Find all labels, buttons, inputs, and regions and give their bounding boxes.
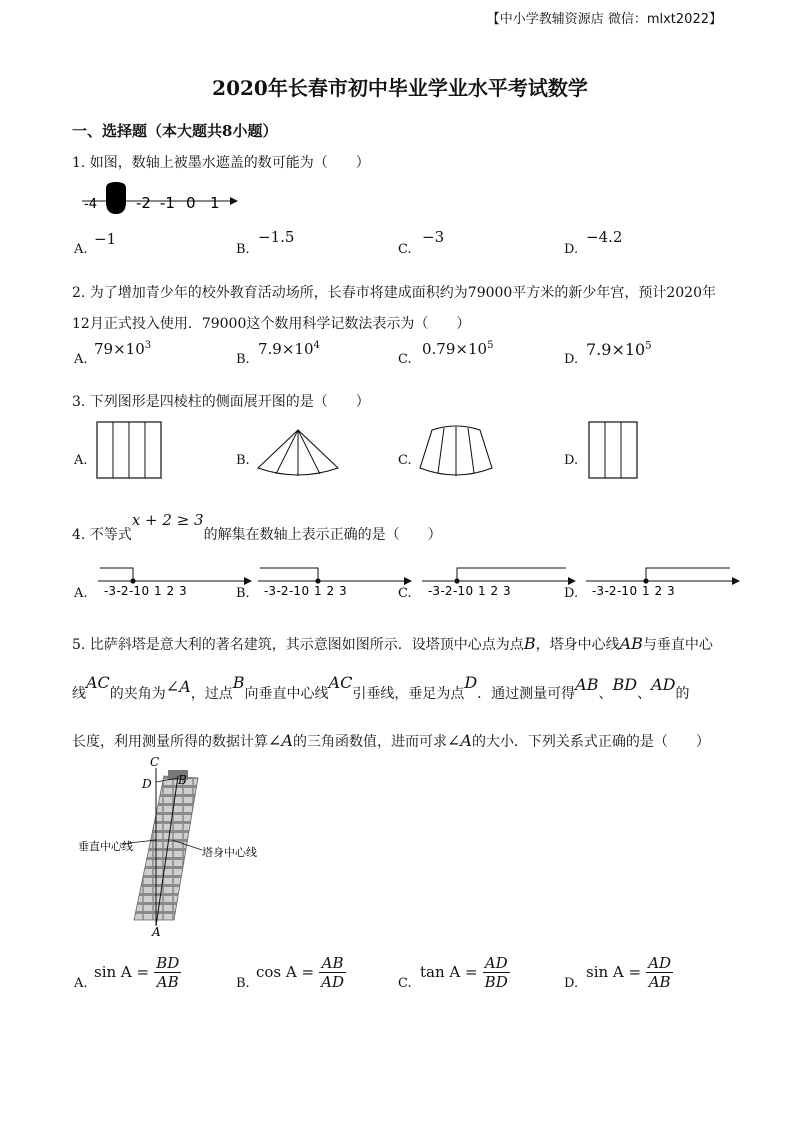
- q4-axis-label: 0: [301, 584, 310, 598]
- q5-line3: 长度，利用测量所得的数据计算∠A的三角函数值，进而可求∠A的大小．下列关系式正确的是（ ）: [72, 731, 710, 750]
- q4-axis-arrow: [568, 577, 576, 585]
- q1-option-a-value: −1: [94, 230, 117, 248]
- q4-axis-label: -3: [592, 584, 604, 598]
- q1-option-c-letter: C.: [398, 242, 412, 257]
- q3-option-c-letter: C.: [398, 453, 412, 468]
- q5-option-b-letter: B.: [236, 976, 250, 991]
- q5-tower-figure: [78, 755, 278, 939]
- q5-option-d-letter: D.: [564, 976, 579, 991]
- q3-option-b-letter: B.: [236, 453, 250, 468]
- q4-axis-label: -3: [264, 584, 276, 598]
- q1-axis-label: -2: [136, 194, 151, 212]
- q4-axis-label: 0: [629, 584, 638, 598]
- q4-solid-point: [130, 578, 135, 583]
- q4-axis-label: -2: [604, 584, 617, 598]
- q4-solution-bracket: [260, 568, 318, 581]
- q4-number-line-a: [98, 562, 258, 596]
- q1-axis-label: -4: [84, 197, 97, 212]
- label-C: C: [150, 755, 160, 769]
- label-D: D: [142, 777, 152, 791]
- q4-axis-arrow: [732, 577, 740, 585]
- q4-axis-label: 3: [339, 584, 347, 598]
- q3-figure-d: [588, 421, 640, 481]
- q2-line2: 12月正式投入使用．79000这个数用科学记数法表示为（ ）: [72, 316, 471, 332]
- q4-axis-label: -1: [129, 584, 141, 598]
- q4-axis-label: -1: [453, 584, 465, 598]
- q4-axis-label: 1: [154, 584, 162, 598]
- q1-option-b-letter: B.: [236, 242, 250, 257]
- q3-option-a-letter: A.: [74, 453, 88, 468]
- q4-axis-label: 1: [642, 584, 650, 598]
- q5-option-c-expr: tan A = $\frac{AD}{BD}$: [420, 954, 508, 991]
- q4-axis-arrow: [244, 577, 252, 585]
- q4-axis-arrow: [404, 577, 412, 585]
- q5-option-d-expr: sin A = $\frac{AD}{AB}$: [586, 954, 672, 991]
- q4-axis-label: 0: [141, 584, 150, 598]
- q3b-radius: [298, 430, 320, 474]
- q4-axis-label: -1: [289, 584, 301, 598]
- q4-inequality: x + 2 ≥ 3: [131, 511, 204, 529]
- q3-figure-a: [96, 421, 164, 481]
- q1-axis-arrow: [230, 197, 238, 205]
- q4-option-b-letter: B.: [236, 586, 250, 601]
- label-vertical-center-line: 垂直中心线: [78, 840, 133, 853]
- q3d-outer-rect: [589, 422, 637, 478]
- q4-number-line-c: [422, 562, 582, 596]
- q4-number-line-d: [586, 562, 746, 596]
- q1-stem: 1. 如图，数轴上被墨水遮盖的数可能为（ ）: [72, 155, 370, 171]
- label-B: B: [178, 773, 187, 787]
- q2-line1: 2. 为了增加青少年的校外教育活动场所，长春市将建成面积约为79000平方米的新少年宫，预计2020年: [72, 285, 716, 301]
- q4-option-c-letter: C.: [398, 586, 412, 601]
- q1-option-a-letter: A.: [74, 242, 88, 257]
- q3b-radius: [276, 430, 298, 474]
- ink-blot-icon: [106, 182, 126, 214]
- q4-axis-label: -2: [276, 584, 289, 598]
- label-tower-center-line: 塔身中心线: [202, 846, 257, 859]
- section-heading: 一、选择题（本大题共8小题）: [72, 122, 278, 140]
- page-title: 2020年长春市初中毕业学业水平考试数学: [212, 76, 588, 100]
- q4-axis-label: -3: [428, 584, 440, 598]
- q1-option-d-letter: D.: [564, 242, 579, 257]
- q5-option-c-letter: C.: [398, 976, 412, 991]
- q2-option-d-letter: D.: [564, 352, 579, 367]
- q3-stem: 3. 下列图形是四棱柱的侧面展开图的是（ ）: [72, 394, 370, 410]
- q4-axis-label: -3: [104, 584, 116, 598]
- q4-axis-label: 2: [166, 584, 175, 598]
- q1-option-b-value: −1.5: [258, 228, 295, 246]
- q4-axis-label: -2: [116, 584, 129, 598]
- q4-stem: 4. 不等式x + 2 ≥ 3的解集在数轴上表示正确的是（ ）: [72, 511, 442, 543]
- q2-option-c-letter: C.: [398, 352, 412, 367]
- q2-option-c-value: $0.79\times 10^5$: [422, 340, 494, 358]
- q4-axis-label: 3: [503, 584, 511, 598]
- q1-option-d-value: −4.2: [586, 228, 623, 246]
- q2-option-a-value: $79\times 10^3$: [94, 340, 152, 358]
- q4-solution-bracket: [646, 568, 730, 581]
- q1-number-line: [80, 182, 240, 216]
- q4-axis-label: 1: [314, 584, 322, 598]
- q4-axis-label: 2: [490, 584, 499, 598]
- q1-option-c-value: −3: [422, 228, 445, 246]
- q4-axis-label: -2: [440, 584, 453, 598]
- q4-solid-point: [454, 578, 459, 583]
- q2-option-a-letter: A.: [74, 352, 88, 367]
- q2-option-d-value: $7.9\times 10^5$: [586, 340, 652, 359]
- q5-option-b-expr: cos A = $\frac{AB}{AD}$: [256, 954, 345, 991]
- q4-axis-label: 2: [326, 584, 335, 598]
- q4-option-a-letter: A.: [74, 586, 88, 601]
- q4-option-d-letter: D.: [564, 586, 579, 601]
- q3c-divider: [468, 428, 474, 473]
- q4-solution-bracket: [100, 568, 133, 581]
- header-note: 【中小学教辅资源店 微信：mlxt2022】: [486, 12, 722, 27]
- q4-axis-label: 2: [654, 584, 663, 598]
- q4-axis-label: 1: [478, 584, 486, 598]
- tower-body: [134, 776, 198, 920]
- q4-axis-label: 3: [179, 584, 187, 598]
- q3c-divider: [438, 428, 444, 473]
- q4-solid-point: [315, 578, 320, 583]
- q4-axis-label: -1: [617, 584, 629, 598]
- label-A: A: [152, 925, 161, 939]
- q2-option-b-value: $7.9\times 10^4$: [258, 340, 320, 358]
- q5-line1: 5. 比萨斜塔是意大利的著名建筑，其示意图如图所示．设塔顶中心点为点B，塔身中心线AB与垂直中心: [72, 634, 713, 653]
- q1-axis-label: 0: [186, 194, 196, 212]
- q5-option-a-letter: A.: [74, 976, 88, 991]
- q2-option-b-letter: B.: [236, 352, 250, 367]
- q3-option-d-letter: D.: [564, 453, 579, 468]
- q4-axis-label: 3: [667, 584, 675, 598]
- q4-solid-point: [643, 578, 648, 583]
- q3-figure-b: [256, 428, 340, 480]
- q3-figure-c: [418, 428, 494, 478]
- q5-line2: 线AC的夹角为∠A，过点B向垂直中心线AC引垂线，垂足为点D．通过测量可得AB、BD、AD的: [72, 673, 690, 702]
- q1-axis-label: -1: [160, 194, 175, 212]
- q1-axis-label: 1: [210, 194, 220, 212]
- q4-number-line-b: [258, 562, 418, 596]
- q4-solution-bracket: [457, 568, 566, 581]
- q5-option-a-expr: sin A = $\frac{BD}{AB}$: [94, 954, 180, 991]
- q4-axis-label: 0: [465, 584, 474, 598]
